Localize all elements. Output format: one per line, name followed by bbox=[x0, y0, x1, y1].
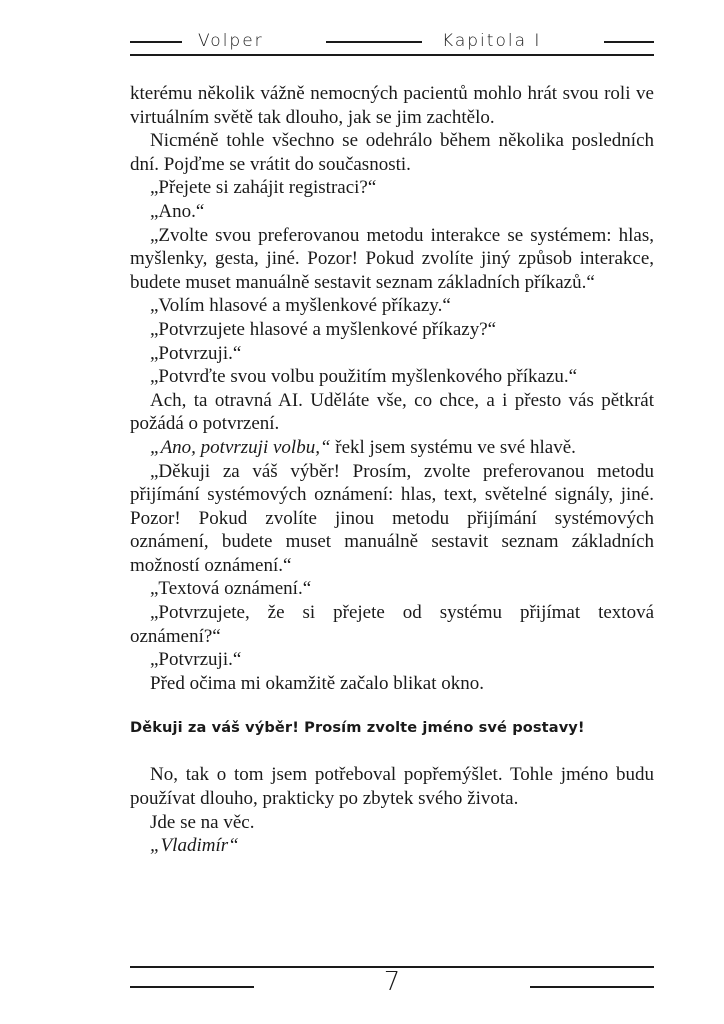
paragraph: „Potvrzuji.“ bbox=[150, 342, 242, 364]
paragraph: Jde se na věc. bbox=[150, 811, 255, 833]
header-rule-left bbox=[130, 41, 182, 43]
header-rule-middle bbox=[326, 41, 422, 43]
paragraph: Nicméně tohle všechno se odehrálo během několika posledních dní. Pojďme se vrátit do současnosti. bbox=[130, 130, 654, 175]
paragraph: kterému několik vážně nemocných pacientů mohlo hrát svou roli ve virtuálním světě tak dlouho, jak se jim zachtělo. bbox=[130, 83, 654, 128]
thought-quote: „Ano, potvrzuji volbu,“ bbox=[150, 436, 331, 458]
page-footer bbox=[130, 966, 654, 997]
system-notice: Děkuji za váš výběr! Prosím zvolte jméno své postavy! bbox=[130, 719, 585, 737]
thought-rest: řekl jsem systému ve své hlavě. bbox=[330, 436, 576, 458]
header-author: Volper bbox=[198, 31, 264, 51]
paragraph: „Ano.“ bbox=[150, 200, 205, 222]
character-name: „Vladimír“ bbox=[150, 835, 239, 857]
footer-rule-right bbox=[530, 986, 654, 988]
running-header bbox=[130, 30, 654, 56]
paragraph: Ach, ta otravná AI. Uděláte vše, co chce, a i přesto vás pětkrát požádá o potvrzení. bbox=[130, 389, 654, 435]
paragraph: No, tak o tom jsem potřeboval popřemýšlet. Tohle jméno budu používat dlouho, prakticky po zbytek svého života. bbox=[130, 764, 654, 810]
paragraph: „Potvrzuji.“ bbox=[150, 649, 242, 671]
header-chapter: Kapitola I bbox=[442, 31, 542, 51]
final-quote bbox=[130, 834, 654, 858]
header-rule-right bbox=[604, 41, 654, 43]
page-body bbox=[130, 82, 654, 858]
page-number: 7 bbox=[383, 967, 401, 997]
paragraph: „Zvolte svou preferovanou metodu interakce se systémem: hlas, myšlenky, gesta, jiné. Pozor! Pokud zvolíte jiný způsob interakce, budete muset manuálně sestavit seznam základních příkazů.“ bbox=[130, 224, 654, 293]
paragraph: „Děkuji za váš výběr! Prosím, zvolte preferovanou metodu přijímání systémových oznámení: hlas, text, světelné signály, jiné. Pozor! Pokud zvolíte jinou metodu přijímání systémových oznámení, budete muset manuálně sestavit seznam základních možností oznámení.“ bbox=[130, 460, 654, 576]
paragraph: „Potvrzujete hlasové a myšlenkové příkazy?“ bbox=[150, 318, 497, 340]
paragraph: Před očima mi okamžitě začalo blikat okno. bbox=[150, 672, 484, 694]
paragraph: „Přejete si zahájit registraci?“ bbox=[150, 177, 377, 199]
paragraph: „Potvrďte svou volbu použitím myšlenkového příkazu.“ bbox=[150, 366, 578, 388]
header-underline bbox=[130, 54, 654, 56]
thought-paragraph bbox=[130, 436, 654, 460]
paragraph: „Textová oznámení.“ bbox=[150, 578, 312, 600]
paragraph: „Potvrzujete, že si přejete od systému přijímat textová oznámení?“ bbox=[130, 602, 654, 647]
paragraph: „Volím hlasové a myšlenkové příkazy.“ bbox=[150, 295, 451, 317]
